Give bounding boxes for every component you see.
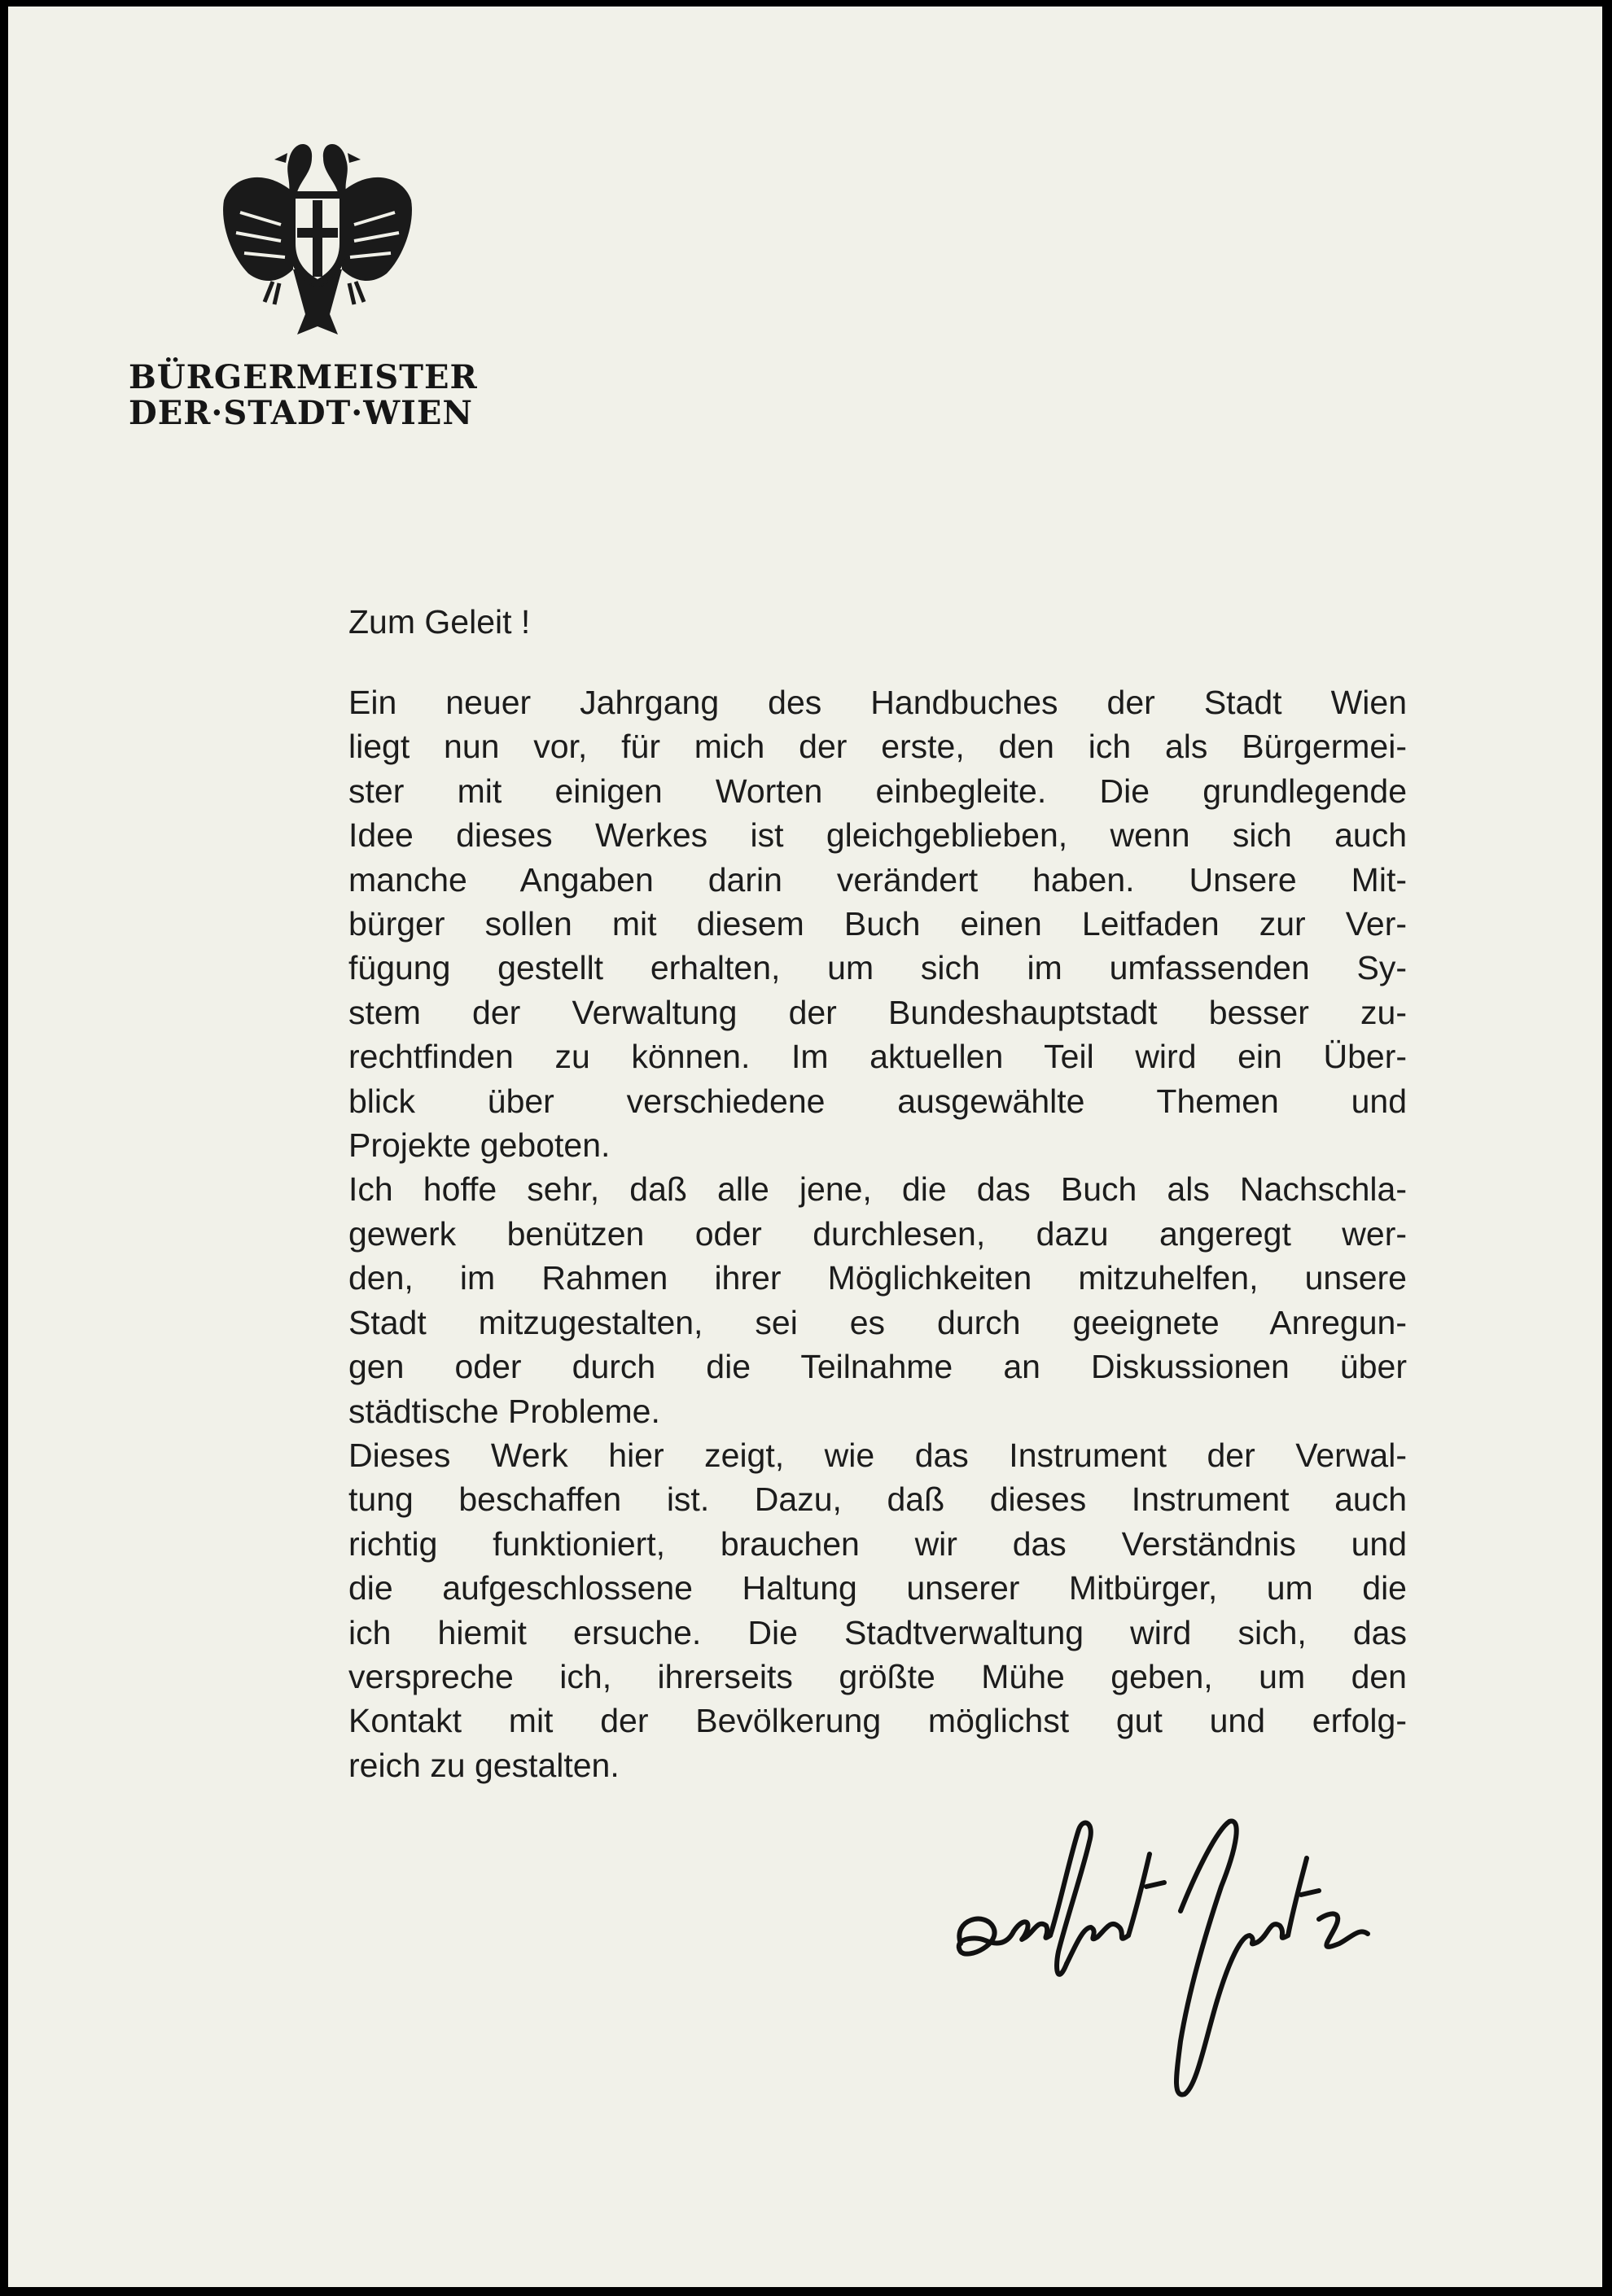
text-line: richtig funktioniert, brauchen wir das Verständnis und bbox=[348, 1524, 1407, 1563]
text-line: verspreche ich, ihrerseits größte Mühe geben, um den bbox=[348, 1657, 1407, 1695]
text-line: rechtfinden zu können. Im aktuellen Teil wird ein Über- bbox=[348, 1038, 1407, 1076]
text-line: blick über verschiedene ausgewählte Themen und bbox=[348, 1082, 1407, 1120]
letterhead bbox=[129, 358, 585, 433]
document-page bbox=[8, 7, 1602, 2287]
text-line: die aufgeschlossene Haltung unserer Mitbürger, um die bbox=[348, 1569, 1407, 1607]
text-line: tung beschaffen ist. Dazu, daß dieses Instrument auch bbox=[348, 1480, 1407, 1519]
letterhead-title: BÜRGERMEISTER bbox=[129, 358, 478, 396]
text-line: Projekte geboten. bbox=[348, 1126, 611, 1165]
text-line: Ich hoffe sehr, daß alle jene, die das Buch als Nachschla- bbox=[348, 1170, 1407, 1209]
text-line: Ein neuer Jahrgang des Handbuches der Stadt Wien bbox=[348, 684, 1407, 721]
text-line: stem der Verwaltung der Bundeshauptstadt besser zu- bbox=[348, 993, 1407, 1031]
text-line: Idee dieses Werkes ist gleichgeblieben, wenn sich auch bbox=[348, 816, 1407, 855]
text-line: ich hiemit ersuche. Die Stadtverwaltung wird sich, das bbox=[348, 1613, 1407, 1651]
text-line: den, im Rahmen ihrer Möglichkeiten mitzuhelfen, unsere bbox=[348, 1259, 1407, 1297]
text-line: städtische Probleme. bbox=[348, 1392, 660, 1430]
text-line: Kontakt mit der Bevölkerung möglichst gut und erfolg- bbox=[348, 1702, 1407, 1740]
letter-heading: Zum Geleit ! bbox=[348, 603, 531, 641]
text-line: gen oder durch die Teilnahme an Diskussionen über bbox=[348, 1348, 1407, 1386]
text-line: Dieses Werk hier zeigt, wie das Instrument der Verwal- bbox=[348, 1436, 1407, 1474]
text-line: ster mit einigen Worten einbegleite. Die grundlegende bbox=[348, 772, 1407, 810]
text-line: fügung gestellt erhalten, um sich im umfassenden Sy- bbox=[348, 949, 1407, 987]
text-line: manche Angaben darin verändert haben. Unsere Mit- bbox=[348, 860, 1407, 899]
letter-body bbox=[348, 680, 1407, 1787]
text-line: reich zu gestalten. bbox=[348, 1746, 620, 1784]
letterhead-subtitle: DER·STADT·WIEN bbox=[129, 394, 473, 432]
text-line: liegt nun vor, für mich der erste, den ich als Bürgermei- bbox=[348, 728, 1407, 766]
vienna-eagle-crest-icon bbox=[216, 135, 419, 347]
text-line: gewerk benützen oder durchlesen, dazu angeregt wer- bbox=[348, 1214, 1407, 1253]
text-line: Stadt mitzugestalten, sei es durch geeignete Anregun- bbox=[348, 1303, 1407, 1341]
handwritten-signature bbox=[936, 1797, 1392, 2123]
text-line: bürger sollen mit diesem Buch einen Leitfaden zur Ver- bbox=[348, 905, 1407, 943]
